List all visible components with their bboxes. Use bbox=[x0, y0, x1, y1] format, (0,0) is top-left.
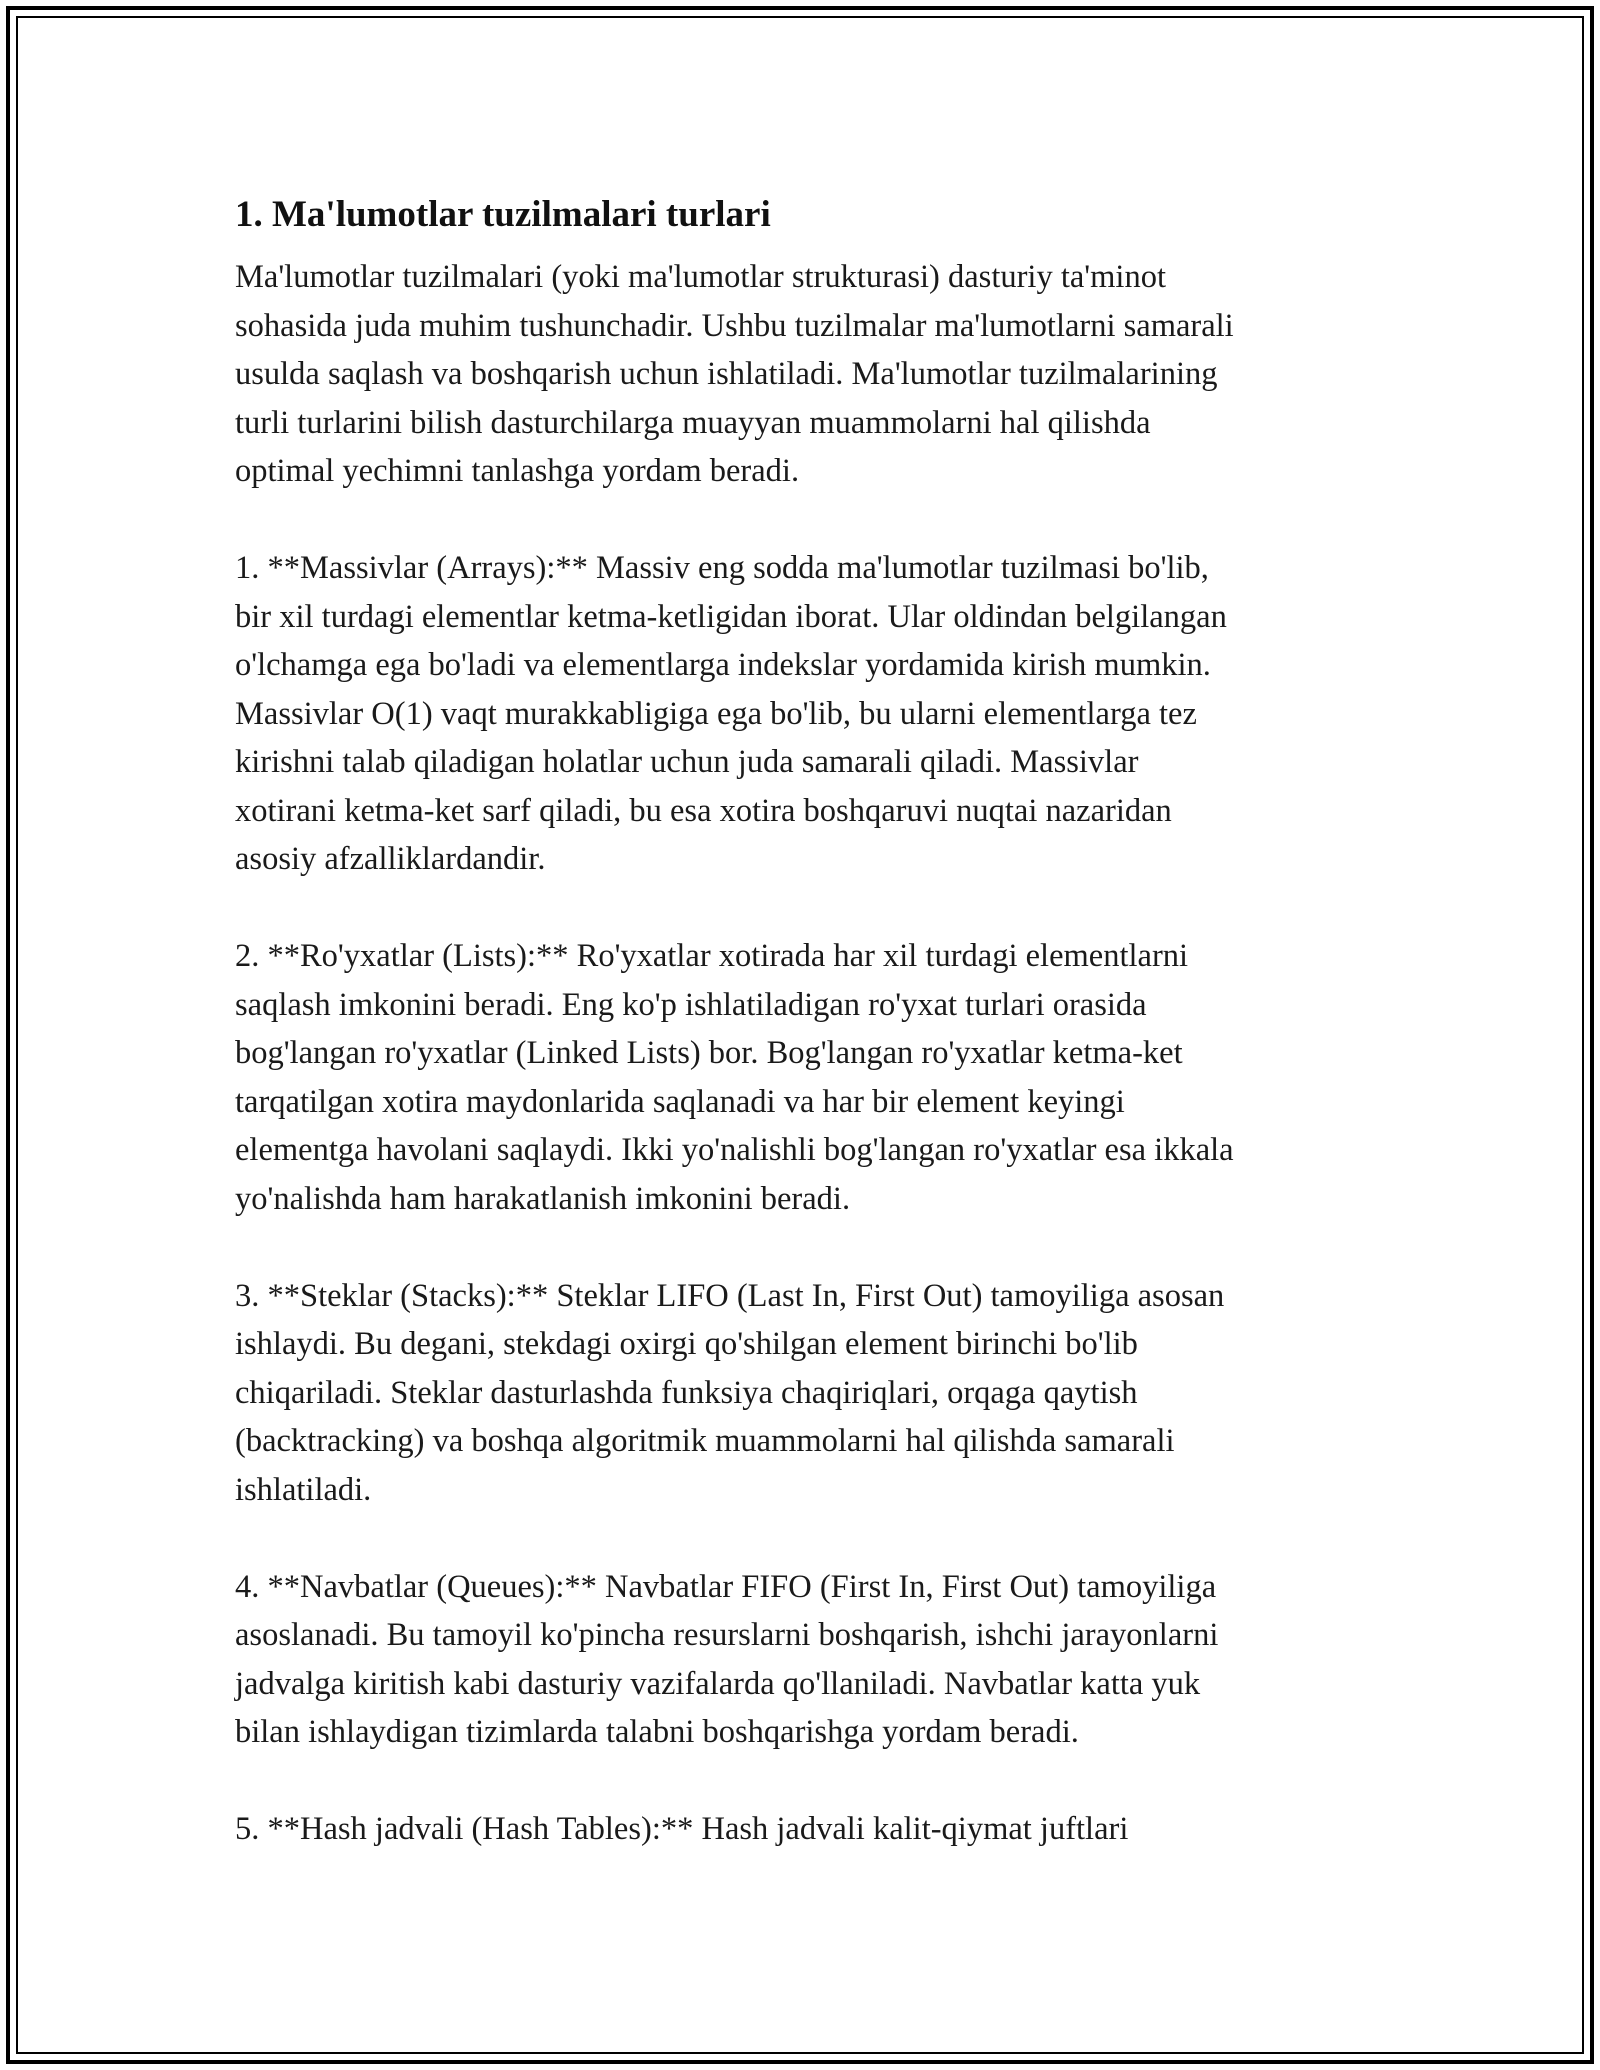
text-line: asoslanadi. Bu tamoyil ko'pincha resurslarni boshqarish, ishchi jarayonlarni bbox=[235, 1617, 1219, 1653]
text-line: bilan ishlaydigan tizimlarda talabni boshqarishga yordam beradi. bbox=[235, 1714, 1079, 1750]
text-line: 3. **Steklar (Stacks):** Steklar LIFO (Last In, First Out) tamoyiliga asosan bbox=[235, 1277, 1225, 1314]
text-line: o'lchamga ega bo'ladi va elementlarga indekslar yordamida kirish mumkin. bbox=[235, 647, 1211, 683]
text-line: yo'nalishda ham harakatlanish imkonini beradi. bbox=[235, 1180, 851, 1217]
text-line: ishlatiladi. bbox=[235, 1471, 372, 1508]
text-line: 1. **Massivlar (Arrays):** Massiv eng sodda ma'lumotlar tuzilmasi bo'lib, bbox=[235, 550, 1209, 586]
section-arrays bbox=[235, 544, 1375, 884]
text-line: elementga havolani saqlaydi. Ikki yo'nalishli bog'langan ro'yxatlar esa ikkala bbox=[235, 1132, 1234, 1168]
section-stacks bbox=[235, 1272, 1375, 1515]
section-hash-tables bbox=[235, 1805, 1375, 1854]
text-line: chiqariladi. Steklar dasturlashda funksiya chaqiriqlari, orqaga qaytish bbox=[235, 1374, 1138, 1411]
text-line: optimal yechimni tanlashga yordam beradi. bbox=[235, 453, 800, 489]
text-line: usulda saqlash va boshqarish uchun ishlatiladi. Ma'lumotlar tuzilmalarining bbox=[235, 356, 1218, 392]
text-line: 5. **Hash jadvali (Hash Tables):** Hash jadvali kalit-qiymat juftlari bbox=[235, 1811, 1129, 1847]
text-line: kirishni talab qiladigan holatlar uchun juda samarali qiladi. Massivlar bbox=[235, 744, 1139, 780]
text-line: Massivlar O(1) vaqt murakkabligiga ega bo'lib, bu ularni elementlarga tez bbox=[235, 695, 1197, 732]
text-line: 2. **Ro'yxatlar (Lists):** Ro'yxatlar xotirada har xil turdagi elementlarni bbox=[235, 938, 1189, 974]
text-line: tarqatilgan xotira maydonlarida saqlanadi va har bir element keyingi bbox=[235, 1083, 1125, 1120]
document-body bbox=[235, 183, 1375, 1854]
text-line: turli turlarini bilish dasturchilarga muayyan muammolarni hal qilishda bbox=[235, 404, 1151, 441]
paragraph-gap bbox=[235, 1223, 1375, 1272]
text-line: asosiy afzalliklardandir. bbox=[235, 841, 546, 877]
document-title: 1. Ma'lumotlar tuzilmalari turlari bbox=[235, 194, 771, 235]
text-line: xotirani ketma-ket sarf qiladi, bu esa xotira boshqaruvi nuqtai nazaridan bbox=[235, 792, 1172, 829]
section-lists bbox=[235, 932, 1375, 1223]
text-line: ishlaydi. Bu degani, stekdagi oxirgi qo'shilgan element birinchi bo'lib bbox=[235, 1326, 1138, 1362]
text-line: bog'langan ro'yxatlar (Linked Lists) bor. Bog'langan ro'yxatlar ketma-ket bbox=[235, 1035, 1183, 1071]
text-line: (backtracking) va boshqa algoritmik muammolarni hal qilishda samarali bbox=[235, 1423, 1175, 1459]
text-line: bir xil turdagi elementlar ketma-ketligidan iborat. Ular oldindan belgilangan bbox=[235, 598, 1227, 635]
paragraph-gap bbox=[235, 496, 1375, 545]
text-line: Ma'lumotlar tuzilmalari (yoki ma'lumotlar strukturasi) dasturiy ta'minot bbox=[235, 259, 1166, 295]
text-line: 4. **Navbatlar (Queues):** Navbatlar FIFO (First In, First Out) tamoyiliga bbox=[235, 1568, 1217, 1605]
paragraph-gap bbox=[235, 884, 1375, 933]
paragraph-gap bbox=[235, 1514, 1375, 1563]
text-line: jadvalga kiritish kabi dasturiy vazifalarda qo'llaniladi. Navbatlar katta yuk bbox=[235, 1665, 1201, 1702]
text-line: sohasida juda muhim tushunchadir. Ushbu tuzilmalar ma'lumotlarni samarali bbox=[235, 307, 1234, 344]
paragraph-gap bbox=[235, 1757, 1375, 1806]
text-line: saqlash imkonini beradi. Eng ko'p ishlatiladigan ro'yxat turlari orasida bbox=[235, 986, 1147, 1023]
intro-paragraph bbox=[235, 253, 1375, 496]
section-queues bbox=[235, 1563, 1375, 1757]
